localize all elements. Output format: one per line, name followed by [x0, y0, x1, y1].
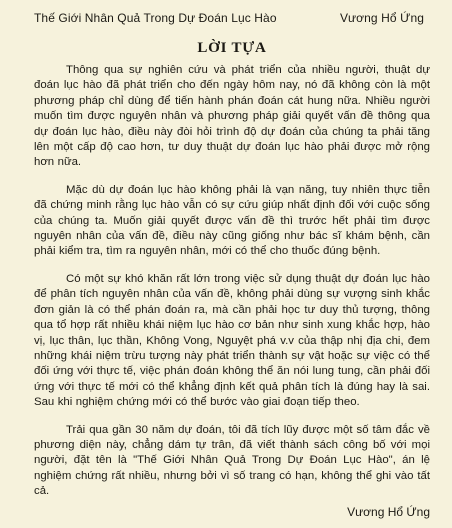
preface-body	[34, 63, 430, 500]
page-title: LỜI TỰA	[197, 40, 267, 56]
signature: Vương Hổ Ứng	[347, 505, 430, 519]
paragraph: Trải qua gần 30 năm dự đoán, tôi đã tích lũy được một số tâm đắc về phương diện này, chẳng dám tự trân, đã viết thành sách công bố với mọi người, đặt tên là "Thế Giới Nhân Quả Trong Dự Đoán Lục Hào", án lệ nghiệm chứng rất nhiều, nhưng bởi vì số trang có hạn, không thể ghi vào tất cả.	[34, 423, 430, 498]
book-title: Thế Giới Nhân Quả Trong Dự Đoán Lục Hào	[34, 11, 277, 25]
paragraph: Thông qua sự nghiên cứu và phát triển của nhiều người, thuật dự đoán lục hào đã phát triển cho đến ngày hôm nay, nó đã không còn là một phương pháp chỉ dùng để tiến hành phán đoán cát hung nữa. Nhiều người muốn tìm được nguyên nhân và phương pháp giải quyết vấn đề thông qua dự đoán lục hào, điều này đòi hỏi trình độ dự đoán của chúng ta phải tăng lên một cấp độ cao hơn, tư duy thuật dự đoán lục hào phải được mở rộng hơn nữa.	[34, 64, 430, 169]
running-header	[34, 11, 430, 25]
paragraph: Có một sự khó khăn rất lớn trong việc sử dụng thuật dự đoán lục hào để phân tích nguyên nhân của vấn đề, không phải dùng sự vượng sinh khắc đơn giản là có thể phán đoán ra, mà cần phải học tư duy thủ tượng, thông qua tổ hợp rất nhiều khái niệm lục hào cơ bản như sinh xung khắc hợp, hào vị, lục thân, lục thần, Không Vong, Nguyệt phá v.v của thập nhị địa chi, đem những khái niệm trừu tượng này phát triển thành sự vật hoặc sự việc có thể đối ứng với thực tế, việc phán đoán không thể ăn nói lung tung, cần phải đối ứng với thực tế mới có thể khẳng định kết quả phân tích là đúng hay là sai. Sau khi nghiệm chứng mới có thể bước vào giai đoạn tiếp theo.	[34, 272, 430, 409]
header-author: Vương Hổ Ứng	[339, 11, 424, 25]
paragraph: Mặc dù dự đoán lục hào không phải là vạn năng, tuy nhiên thực tiễn đã chứng minh rằng lục hào vẫn có sự cứu giúp nhất định đối với cuộc sống của chúng ta. Muốn giải quyết được vấn đề thì trước hết phải tìm được nguyên nhân của vấn đề, điều này cũng giống như bác sĩ khám bệnh, cần phải kiểm tra, tìm ra nguyên nhân, mới có thể cho thuốc đúng bệnh.	[34, 183, 430, 258]
